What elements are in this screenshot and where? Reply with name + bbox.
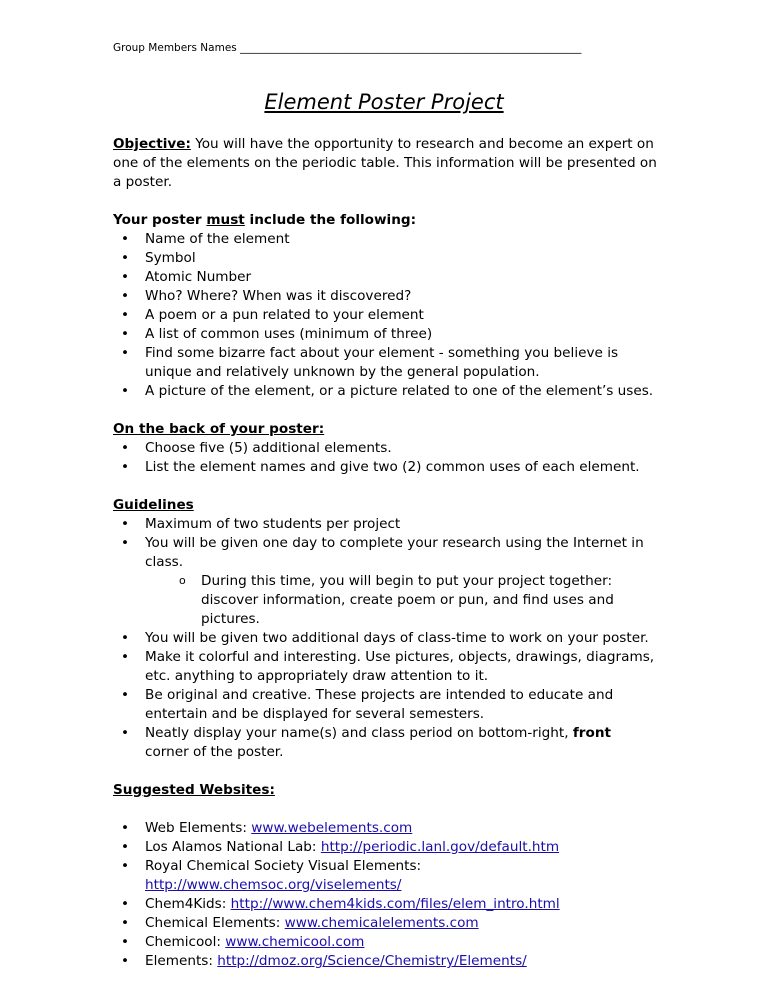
websites-list (113, 819, 658, 971)
list-item: • Find some bizarre fact about your element - something you believe is unique and relatively unknown by the general population. (113, 344, 658, 382)
must-include-heading: Your poster must include the following: (113, 212, 417, 228)
website-item: • Chemicool: www.chemicool.com (113, 933, 658, 952)
website-item: • Elements: http://dmoz.org/Science/Chemistry/Elements/ (113, 952, 658, 971)
group-members-line: Group Members Names _________________________________________________________________ (113, 42, 582, 54)
back-list (113, 439, 658, 477)
must-include-list (113, 230, 658, 401)
objective-paragraph (113, 135, 658, 192)
website-link[interactable]: www.chemicool.com (225, 934, 365, 950)
guidelines-heading: Guidelines (113, 497, 194, 513)
list-item: • Choose five (5) additional elements. (113, 439, 658, 458)
list-item: • A picture of the element, or a picture related to one of the element’s uses. (113, 382, 658, 401)
list-item: • Maximum of two students per project (113, 515, 658, 534)
website-item: • Chem4Kids: http://www.chem4kids.com/files/elem_intro.html (113, 895, 658, 914)
website-item: • Los Alamos National Lab: http://periodic.lanl.gov/default.htm (113, 838, 658, 857)
document-body (113, 135, 658, 971)
page-title: Element Poster Project (264, 90, 504, 114)
list-item: • List the element names and give two (2) common uses of each element. (113, 458, 658, 477)
websites-section (113, 781, 658, 971)
guidelines-list (113, 515, 658, 762)
list-item: • Who? Where? When was it discovered? (113, 287, 658, 306)
list-item: • Be original and creative. These projects are intended to educate and entertain and be displayed for several semesters. (113, 686, 658, 724)
website-item: • Royal Chemical Society Visual Elements: http://www.chemsoc.org/viselements/ (113, 857, 658, 895)
list-item: • Neatly display your name(s) and class period on bottom-right, front corner of the poster. (113, 724, 658, 762)
website-link[interactable]: www.webelements.com (251, 820, 413, 836)
website-item: • Chemical Elements: www.chemicalelements.com (113, 914, 658, 933)
websites-heading: Suggested Websites: (113, 782, 275, 798)
website-link[interactable]: http://www.chem4kids.com/files/elem_intro.html (230, 896, 560, 912)
list-item: • Atomic Number (113, 268, 658, 287)
back-heading: On the back of your poster: (113, 421, 325, 437)
list-item: • A poem or a pun related to your element (113, 306, 658, 325)
list-item: • Symbol (113, 249, 658, 268)
list-item: • You will be given two additional days of class-time to work on your poster. (113, 629, 658, 648)
list-item: • Make it colorful and interesting. Use pictures, objects, drawings, diagrams, etc. anything to appropriately draw attention to it. (113, 648, 658, 686)
list-item: • A list of common uses (minimum of three) (113, 325, 658, 344)
website-link[interactable]: http://dmoz.org/Science/Chemistry/Elements/ (217, 953, 527, 969)
list-item: • You will be given one day to complete your research using the Internet in class. (113, 534, 658, 572)
website-link[interactable]: http://periodic.lanl.gov/default.htm (320, 839, 560, 855)
website-item: • Web Elements: www.webelements.com (113, 819, 658, 838)
website-link[interactable]: http://www.chemsoc.org/viselements/ (145, 877, 402, 893)
sub-list-item: o During this time, you will begin to put your project together: discover information, create poem or pun, and find uses and pictures. (113, 572, 658, 629)
objective-text: You will have the opportunity to research and become an expert on one of the elements on the periodic table. This information will be presented on a poster. (113, 136, 657, 190)
website-link[interactable]: www.chemicalelements.com (284, 915, 479, 931)
must-include-section (113, 211, 658, 401)
back-section (113, 420, 658, 477)
guidelines-section (113, 496, 658, 762)
list-item: • Name of the element (113, 230, 658, 249)
objective-label: Objective: (113, 136, 191, 152)
